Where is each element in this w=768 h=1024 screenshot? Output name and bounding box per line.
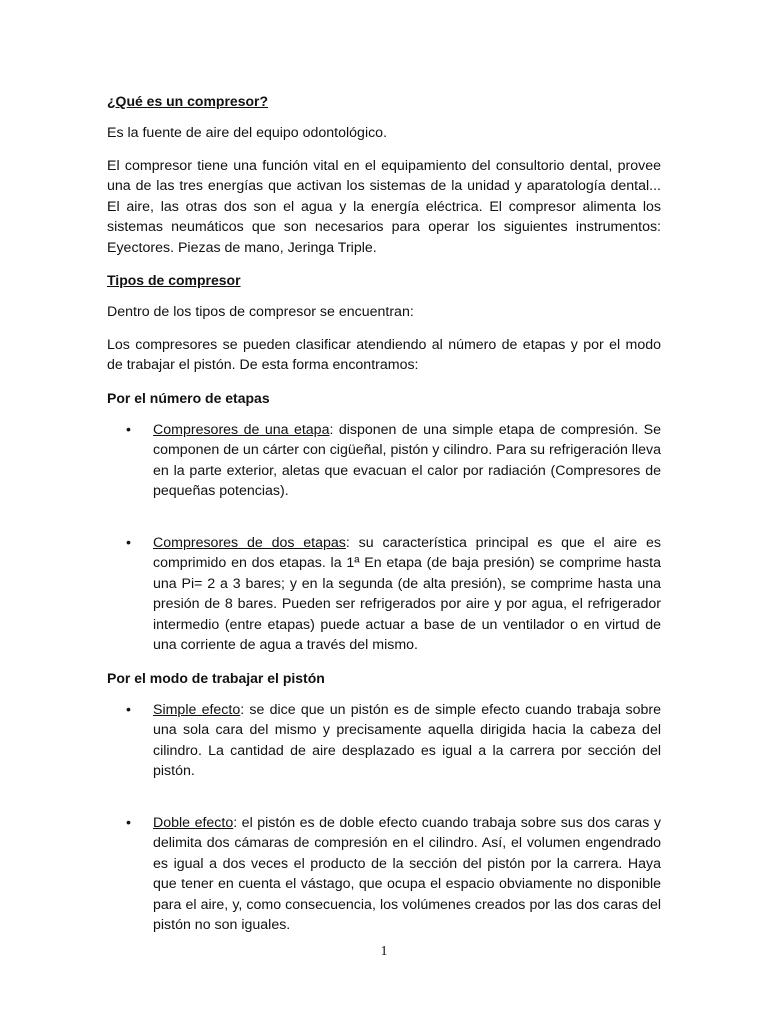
heading-tipos: Tipos de compresor	[107, 272, 241, 288]
heading-que-es: ¿Qué es un compresor?	[107, 93, 269, 109]
heading-piston: Por el modo de trabajar el pistón	[107, 669, 325, 686]
term-simple-efecto: Simple efecto	[153, 701, 241, 718]
term-dos-etapas: Compresores de dos etapas	[153, 534, 346, 551]
desc-simple-efecto: : se dice que un pistón es de simple efecto cuando trabaja sobre una sola cara del mismo y precisamente aquella dirigida hacia la cabeza del cilindro. La cantidad de aire desplazado es igual a la carrera por sección del pistón.	[153, 701, 662, 779]
bullet-icon: •	[126, 701, 131, 718]
desc-dos-etapas: : su característica principal es que el aire es comprimido en dos etapas. la 1ª En etapa (de baja presión) se comprime hasta una Pi= 2 a 3 bares; y en la segunda (de alta presión), se comprime hasta una presión de 8 bares. Pueden ser refrigerados por aire y por agua, el refrigerador intermedio (entre etapas) puede actuar a base de un ventilador o en virtud de una corriente de agua a través del mismo.	[153, 534, 662, 653]
list-item	[107, 420, 661, 502]
paragraph-fuente: Es la fuente de aire del equipo odontológico.	[107, 125, 388, 141]
bullet-icon: •	[126, 534, 131, 551]
document-body	[107, 91, 661, 948]
list-etapas	[107, 420, 661, 656]
paragraph-clasificar: Los compresores se pueden clasificar atendiendo al número de etapas y por el modo de trabajar el pistón. De esta forma encontramos:	[107, 336, 661, 373]
paragraph-funcion: El compresor tiene una función vital en el equipamiento del consultorio dental, provee una de las tres energías que activan los sistemas de la unidad y aparatología dental... El aire, las otras dos son el agua y la energía eléctrica. El compresor alimenta los sistemas neumáticos que son necesarios para operar los siguientes instrumentos: Eyectores. Piezas de mano, Jeringa Triple.	[107, 157, 661, 256]
list-item	[107, 813, 661, 936]
term-doble-efecto: Doble efecto	[153, 814, 234, 831]
list-piston	[107, 700, 661, 936]
list-item	[107, 533, 661, 656]
desc-doble-efecto: : el pistón es de doble efecto cuando trabaja sobre sus dos caras y delimita dos cámaras de compresión en el cilindro. Así, el volumen engendrado es igual a dos veces el producto de la sección del pistón por la carrera. Haya que tener en cuenta el vástago, que ocupa el espacio obviamente no disponible para el aire, y, como consecuencia, los volúmenes creados por las dos caras del pistón no son iguales.	[153, 814, 661, 933]
list-item	[107, 700, 661, 782]
bullet-icon: •	[126, 421, 131, 438]
heading-etapas: Por el número de etapas	[107, 389, 270, 406]
bullet-icon: •	[126, 814, 131, 831]
desc-una-etapa: : disponen de una simple etapa de compresión. Se componen de un cárter con cigüeñal, pistón y cilindro. Para su refrigeración lleva en la parte exterior, aletas que evacuan el calor por radiación (Compresores de pequeñas potencias).	[153, 421, 661, 499]
paragraph-dentro: Dentro de los tipos de compresor se encuentran:	[107, 304, 414, 320]
page-number: 1	[380, 944, 388, 959]
term-una-etapa: Compresores de una etapa	[153, 421, 330, 438]
